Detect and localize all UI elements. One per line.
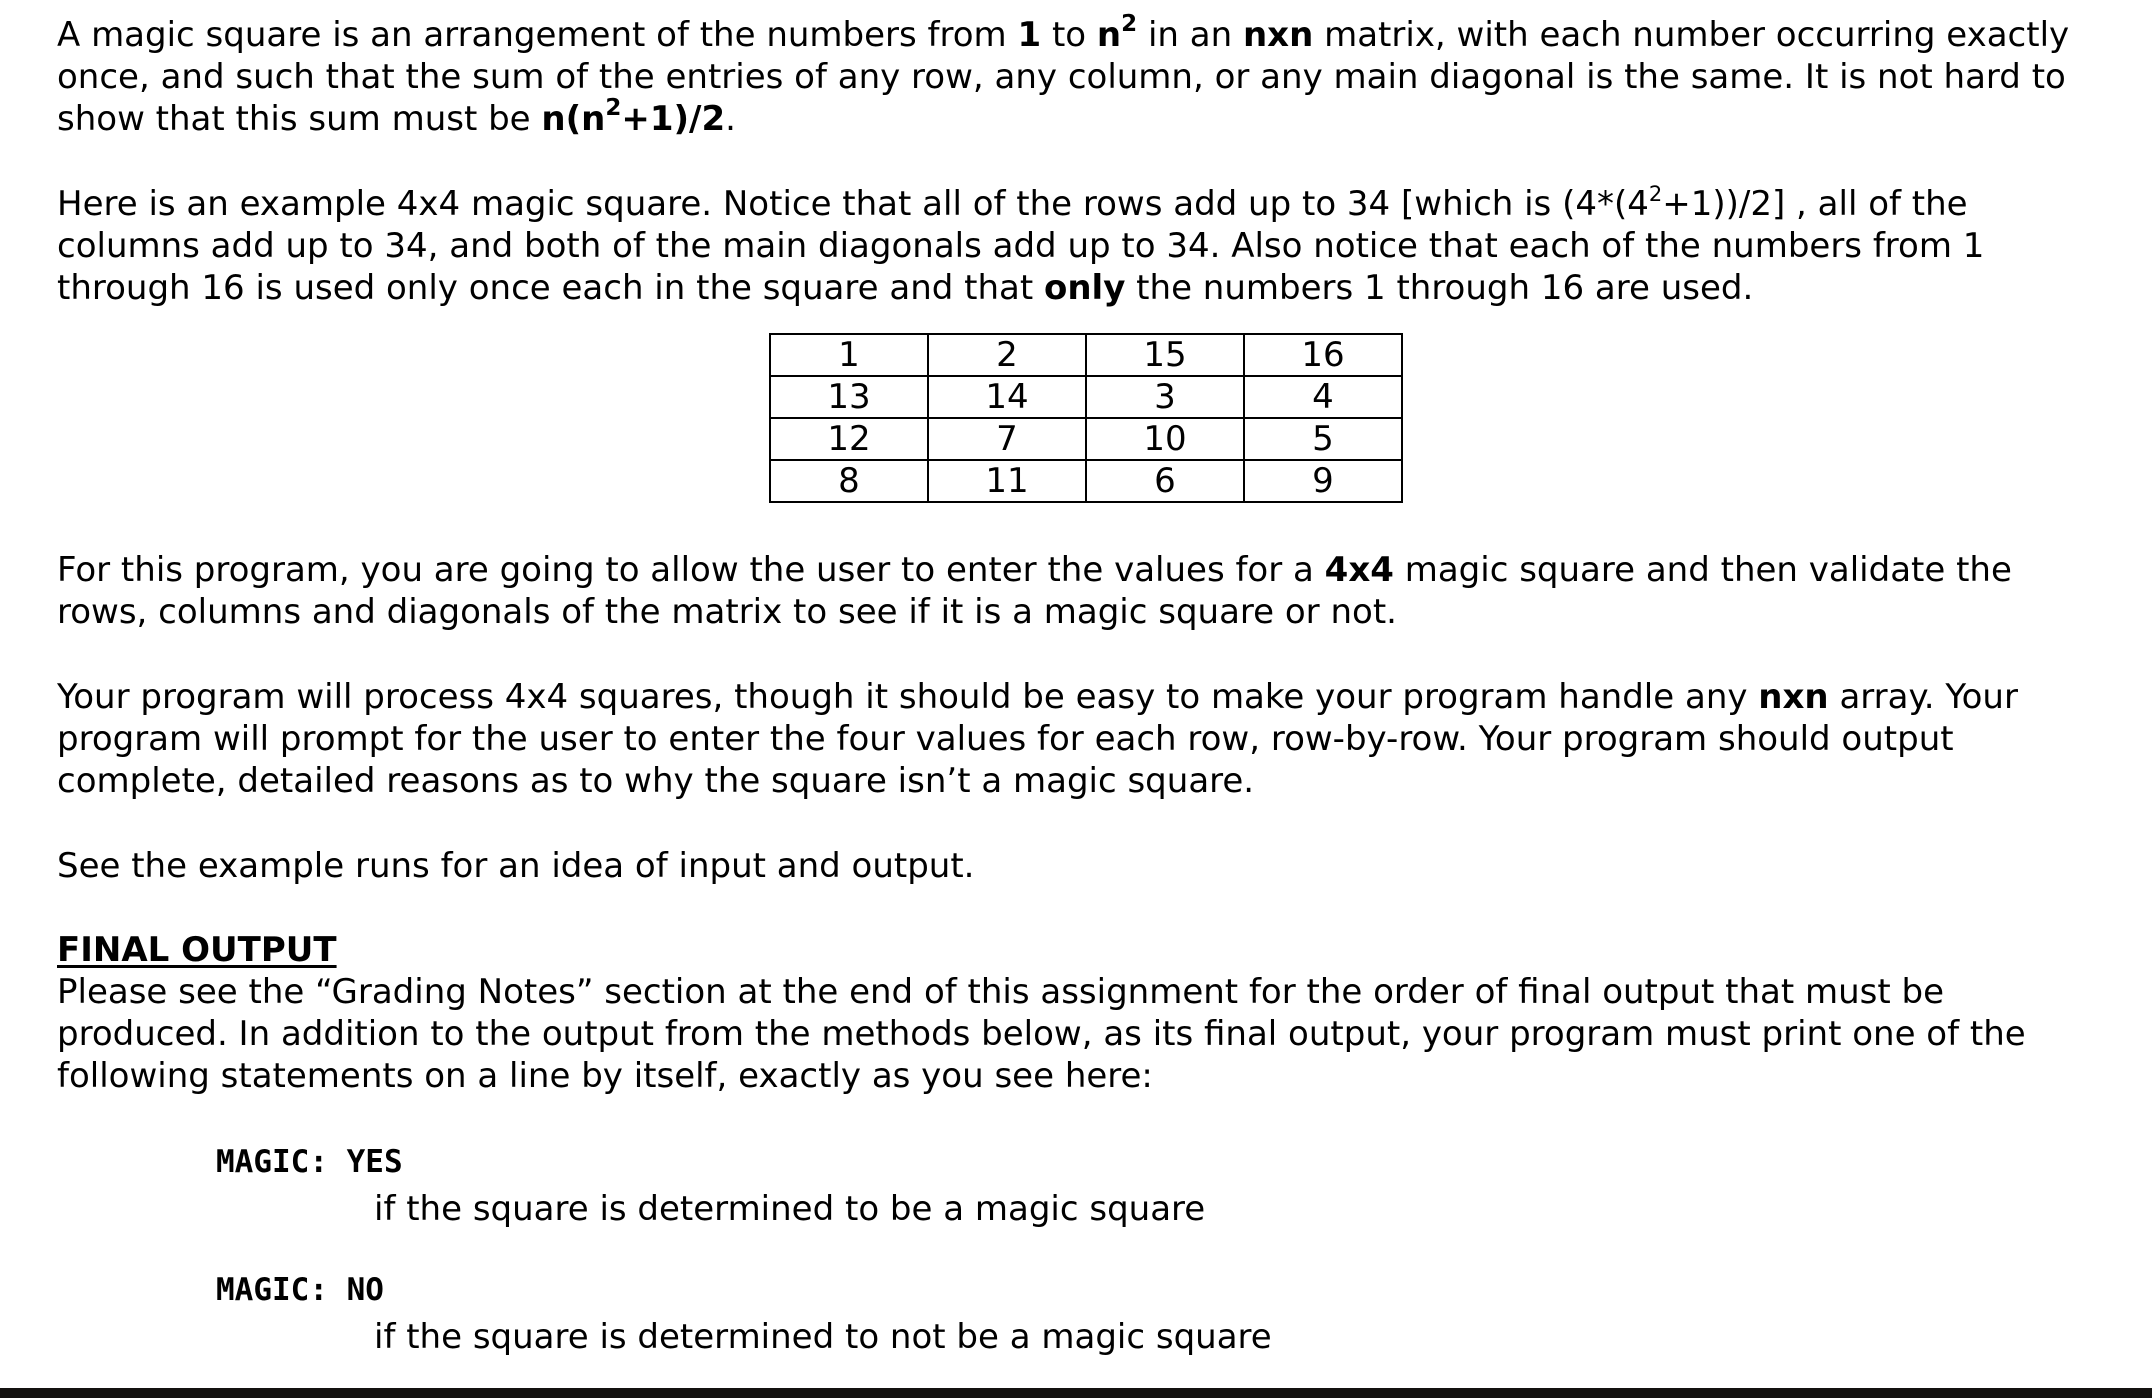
bold-only: only — [1043, 268, 1126, 308]
text-run: magic square and then validate the rows, columns and diagonals of the matrix to see if it is a magic square or not. — [57, 550, 2012, 632]
table-cell: 12 — [770, 418, 928, 460]
text-run: . — [725, 99, 736, 139]
superscript: 2 — [1648, 182, 1663, 206]
text-run: Your program will process 4x4 squares, though it should be easy to make your program handle any — [57, 677, 1759, 717]
example-runs-paragraph: See the example runs for an idea of input and output. — [57, 846, 975, 886]
document-body — [57, 11, 2097, 1358]
table-cell: 2 — [928, 334, 1086, 376]
table-row — [770, 334, 1402, 376]
table-row — [770, 376, 1402, 418]
bold-nxn: nxn — [1242, 15, 1314, 55]
magic-yes-code: MAGIC: YES — [216, 1144, 403, 1180]
text-run: A magic square is an arrangement of the numbers from — [57, 15, 1018, 55]
table-cell: 10 — [1086, 418, 1244, 460]
table-cell: 3 — [1086, 376, 1244, 418]
table-cell: 9 — [1244, 460, 1402, 502]
table-cell: 16 — [1244, 334, 1402, 376]
bottom-edge-bar — [0, 1388, 2152, 1398]
sum-formula: $n(n^2+1)/2$ — [541, 95, 726, 139]
example-paragraph — [57, 183, 2097, 309]
table-cell: 1 — [770, 334, 928, 376]
program-paragraph — [57, 549, 2097, 633]
final-output-text: Please see the “Grading Notes” section at the end of this assignment for the order of final output that must be produced. In addition to the output from the methods below, as its final output, your program must print one of the following statements on a line by itself, exactly as you see here: — [57, 972, 2026, 1096]
table-cell: 13 — [770, 376, 928, 418]
text-run: matrix, with each number occurring exactly once, and such that the sum of the entries of any row, any column, or any main diagonal is the same. It is not hard to show that this sum must be — [57, 15, 2070, 139]
text-run: Here is an example 4x4 magic square. Notice that all of the rows add up to 34 [which is (4*(4 — [57, 184, 1649, 224]
magic-yes-description: if the square is determined to be a magic square — [374, 1189, 1206, 1229]
final-output-heading: FINAL OUTPUT — [57, 930, 337, 970]
output-statements — [216, 1141, 2097, 1358]
table-row — [770, 460, 1402, 502]
n-squared: $n^2$ — [1096, 11, 1138, 55]
intro-paragraph — [57, 11, 2097, 140]
magic-no-code: MAGIC: NO — [216, 1272, 384, 1308]
text-run: the numbers 1 through 16 are used. — [1125, 268, 1754, 308]
table-cell: 14 — [928, 376, 1086, 418]
table-cell: 15 — [1086, 334, 1244, 376]
table-cell: 8 — [770, 460, 928, 502]
text-run: array. Your program will prompt for the user to enter the four values for each row, row-by-row. Your program should output complete, detailed reasons as to why the square isn’t a magic square. — [57, 677, 2018, 801]
table-cell: 4 — [1244, 376, 1402, 418]
table-cell: 11 — [928, 460, 1086, 502]
bold-nxn: nxn — [1758, 677, 1829, 717]
table-row — [770, 418, 1402, 460]
table-cell: 5 — [1244, 418, 1402, 460]
text-run: to — [1041, 15, 1097, 55]
table-cell: 7 — [928, 418, 1086, 460]
bold-number-one: 1 — [1017, 15, 1042, 55]
magic-square-table — [769, 333, 1403, 503]
text-run: For this program, you are going to allow the user to enter the values for a — [57, 550, 1325, 590]
text-run: +1))/2] , all of the columns add up to 34, and both of the main diagonals add up to 34. Also notice that each of the numbers from 1 through 16 is used only once each in the square and that — [57, 184, 1985, 308]
text-run: in an — [1137, 15, 1243, 55]
magic-no-description: if the square is determined to not be a magic square — [374, 1317, 1272, 1357]
bold-size: 4x4 — [1324, 550, 1394, 590]
process-paragraph — [57, 676, 2097, 802]
table-cell: 6 — [1086, 460, 1244, 502]
